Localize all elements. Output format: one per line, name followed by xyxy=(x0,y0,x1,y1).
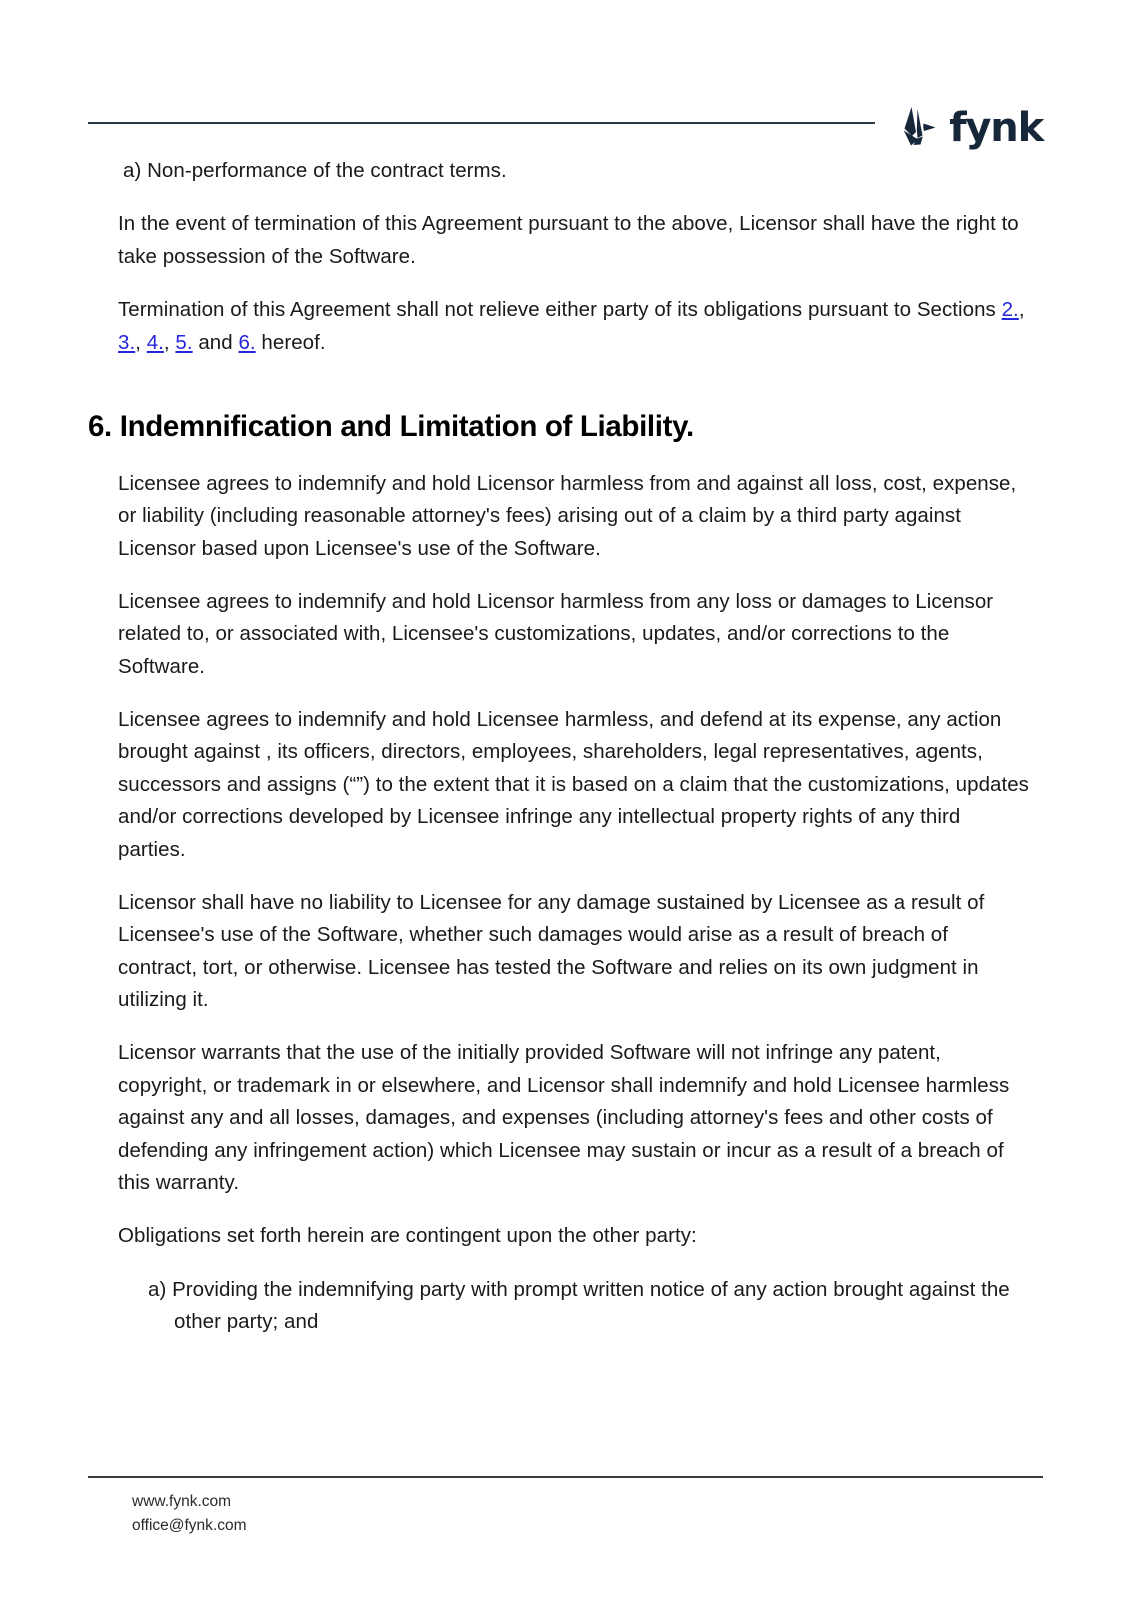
cross-reference-link-2[interactable]: 2. xyxy=(1001,298,1019,322)
origami-bird-icon xyxy=(891,105,939,149)
paragraph-termination-possession: In the event of termination of this Agreement pursuant to the above, Licensor shall have the right to take possession of the Software. xyxy=(118,212,1019,268)
section-paragraph-5: Licensor warrants that the use of the initially provided Software will not infringe any patent, copyright, or trademark in or elsewhere, and Licensor shall indemnify and hold Licensee harmless against any and all losses, damages, and expenses (including attorney's fees and other costs of defending any infringement action) which Licensee may sustain or incur as a result of a breach of this warranty. xyxy=(118,1041,1010,1194)
section-paragraph-2: Licensee agrees to indemnify and hold Licensor harmless from any loss or damages to Licensor related to, or associated with, Licensee's customizations, updates, and/or corrections to the Software. xyxy=(118,589,994,678)
document-content xyxy=(88,155,1032,1359)
paragraph-text-lead: Termination of this Agreement shall not relieve either party of its obligations pursuant to Sections xyxy=(118,298,1002,322)
page-title: 6. Indemnification and Limitation of Liability. xyxy=(88,409,694,443)
section-paragraph-6: Obligations set forth herein are contingent upon the other party: xyxy=(118,1224,697,1248)
heading-spacer xyxy=(88,380,1032,409)
page-header xyxy=(88,96,1043,158)
separator-3: , xyxy=(163,330,176,354)
section-paragraph-4: Licensor shall have no liability to Licensee for any damage sustained by Licensee as a result of Licensee's use of the Software, whether such damages would arise as a result of breach of contract, tort, or otherwise. Licensee has tested the Software and relies on its own judgment in utilizing it. xyxy=(118,890,985,1011)
separator-1: , xyxy=(1018,298,1025,322)
section-paragraph-1: Licensee agrees to indemnify and hold Licensor harmless from and against all loss, cost, expense, or liability (including reasonable attorney's fees) arising out of a claim by a third party against Licensor based upon Licensee's use of the Software. xyxy=(118,471,1017,560)
list-item: a) Providing the indemnifying party with prompt written notice of any action brought against the other party; and xyxy=(148,1277,1010,1333)
footer-divider-rule xyxy=(88,1476,1043,1478)
page-footer xyxy=(88,1476,1043,1538)
separator-4: and xyxy=(192,330,239,354)
brand-wordmark: fynk xyxy=(949,105,1043,151)
paragraph-termination-obligations xyxy=(118,294,1032,359)
footer-email[interactable]: office@fynk.com xyxy=(132,1516,247,1534)
paragraph-text-tail: hereof. xyxy=(255,330,326,354)
footer-contact-info xyxy=(132,1490,1043,1538)
section-paragraph-3: Licensee agrees to indemnify and hold Licensee harmless, and defend at its expense, any action brought against , its officers, directors, employees, shareholders, legal representatives, agents, successors and assigns (“”) to the extent that it is based on a claim that the customizations, updates and/or corrections developed by Licensee infringe any intellectual property rights of any third parties. xyxy=(118,708,1029,861)
cross-reference-link-3[interactable]: 3. xyxy=(118,330,136,354)
list-item: a) Non-performance of the contract terms. xyxy=(123,159,507,182)
cross-reference-link-6[interactable]: 6. xyxy=(238,330,256,354)
brand-logo xyxy=(891,98,1043,156)
separator-2: , xyxy=(135,330,147,354)
cross-reference-link-4[interactable]: 4. xyxy=(146,330,164,354)
cross-reference-link-5[interactable]: 5. xyxy=(175,330,193,354)
header-divider-rule xyxy=(88,122,875,124)
footer-website[interactable]: www.fynk.com xyxy=(132,1492,232,1510)
